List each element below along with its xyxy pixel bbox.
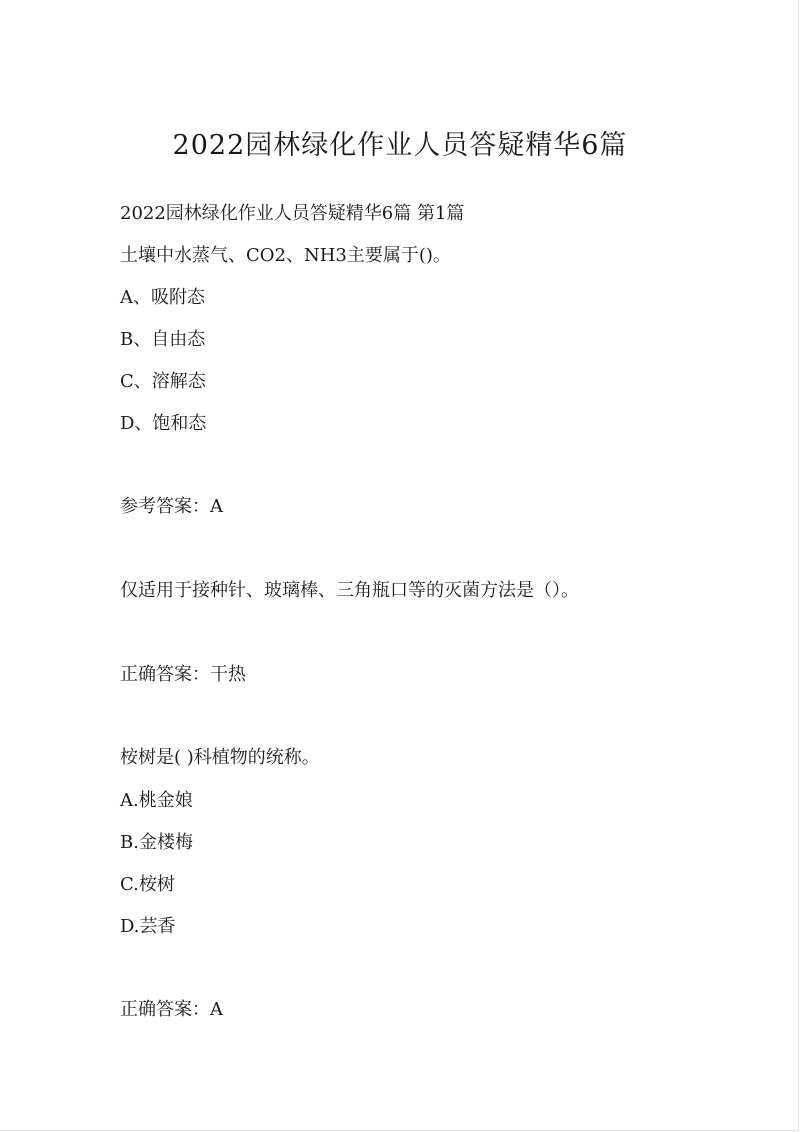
- document-title: 2022园林绿化作业人员答疑精华6篇: [172, 130, 628, 161]
- question-1-option-b: B、自由态: [120, 329, 206, 350]
- question-1-option-c: C、溶解态: [120, 371, 206, 392]
- question-1-option-a: A、吸附态: [120, 287, 205, 308]
- question-3-answer: 正确答案：A: [120, 999, 223, 1020]
- question-3-text: 桉树是( )科植物的统称。: [120, 747, 320, 768]
- section-heading: 2022园林绿化作业人员答疑精华6篇 第1篇: [120, 203, 465, 224]
- question-2-text: 仅适用于接种针、玻璃棒、三角瓶口等的灭菌方法是（）。: [120, 580, 579, 601]
- question-1-answer: 参考答案：A: [120, 496, 223, 517]
- question-3-option-d: D.芸香: [120, 916, 176, 937]
- question-2-answer: 正确答案：干热: [120, 664, 246, 685]
- question-3-option-c: C.桉树: [120, 874, 175, 895]
- question-3-option-a: A.桃金娘: [120, 790, 193, 811]
- question-1-option-d: D、饱和态: [120, 413, 207, 434]
- question-3-option-b: B.金楼梅: [120, 832, 193, 853]
- question-1-text: 土壤中水蒸气、CO2、NH3主要属于()。: [120, 245, 451, 266]
